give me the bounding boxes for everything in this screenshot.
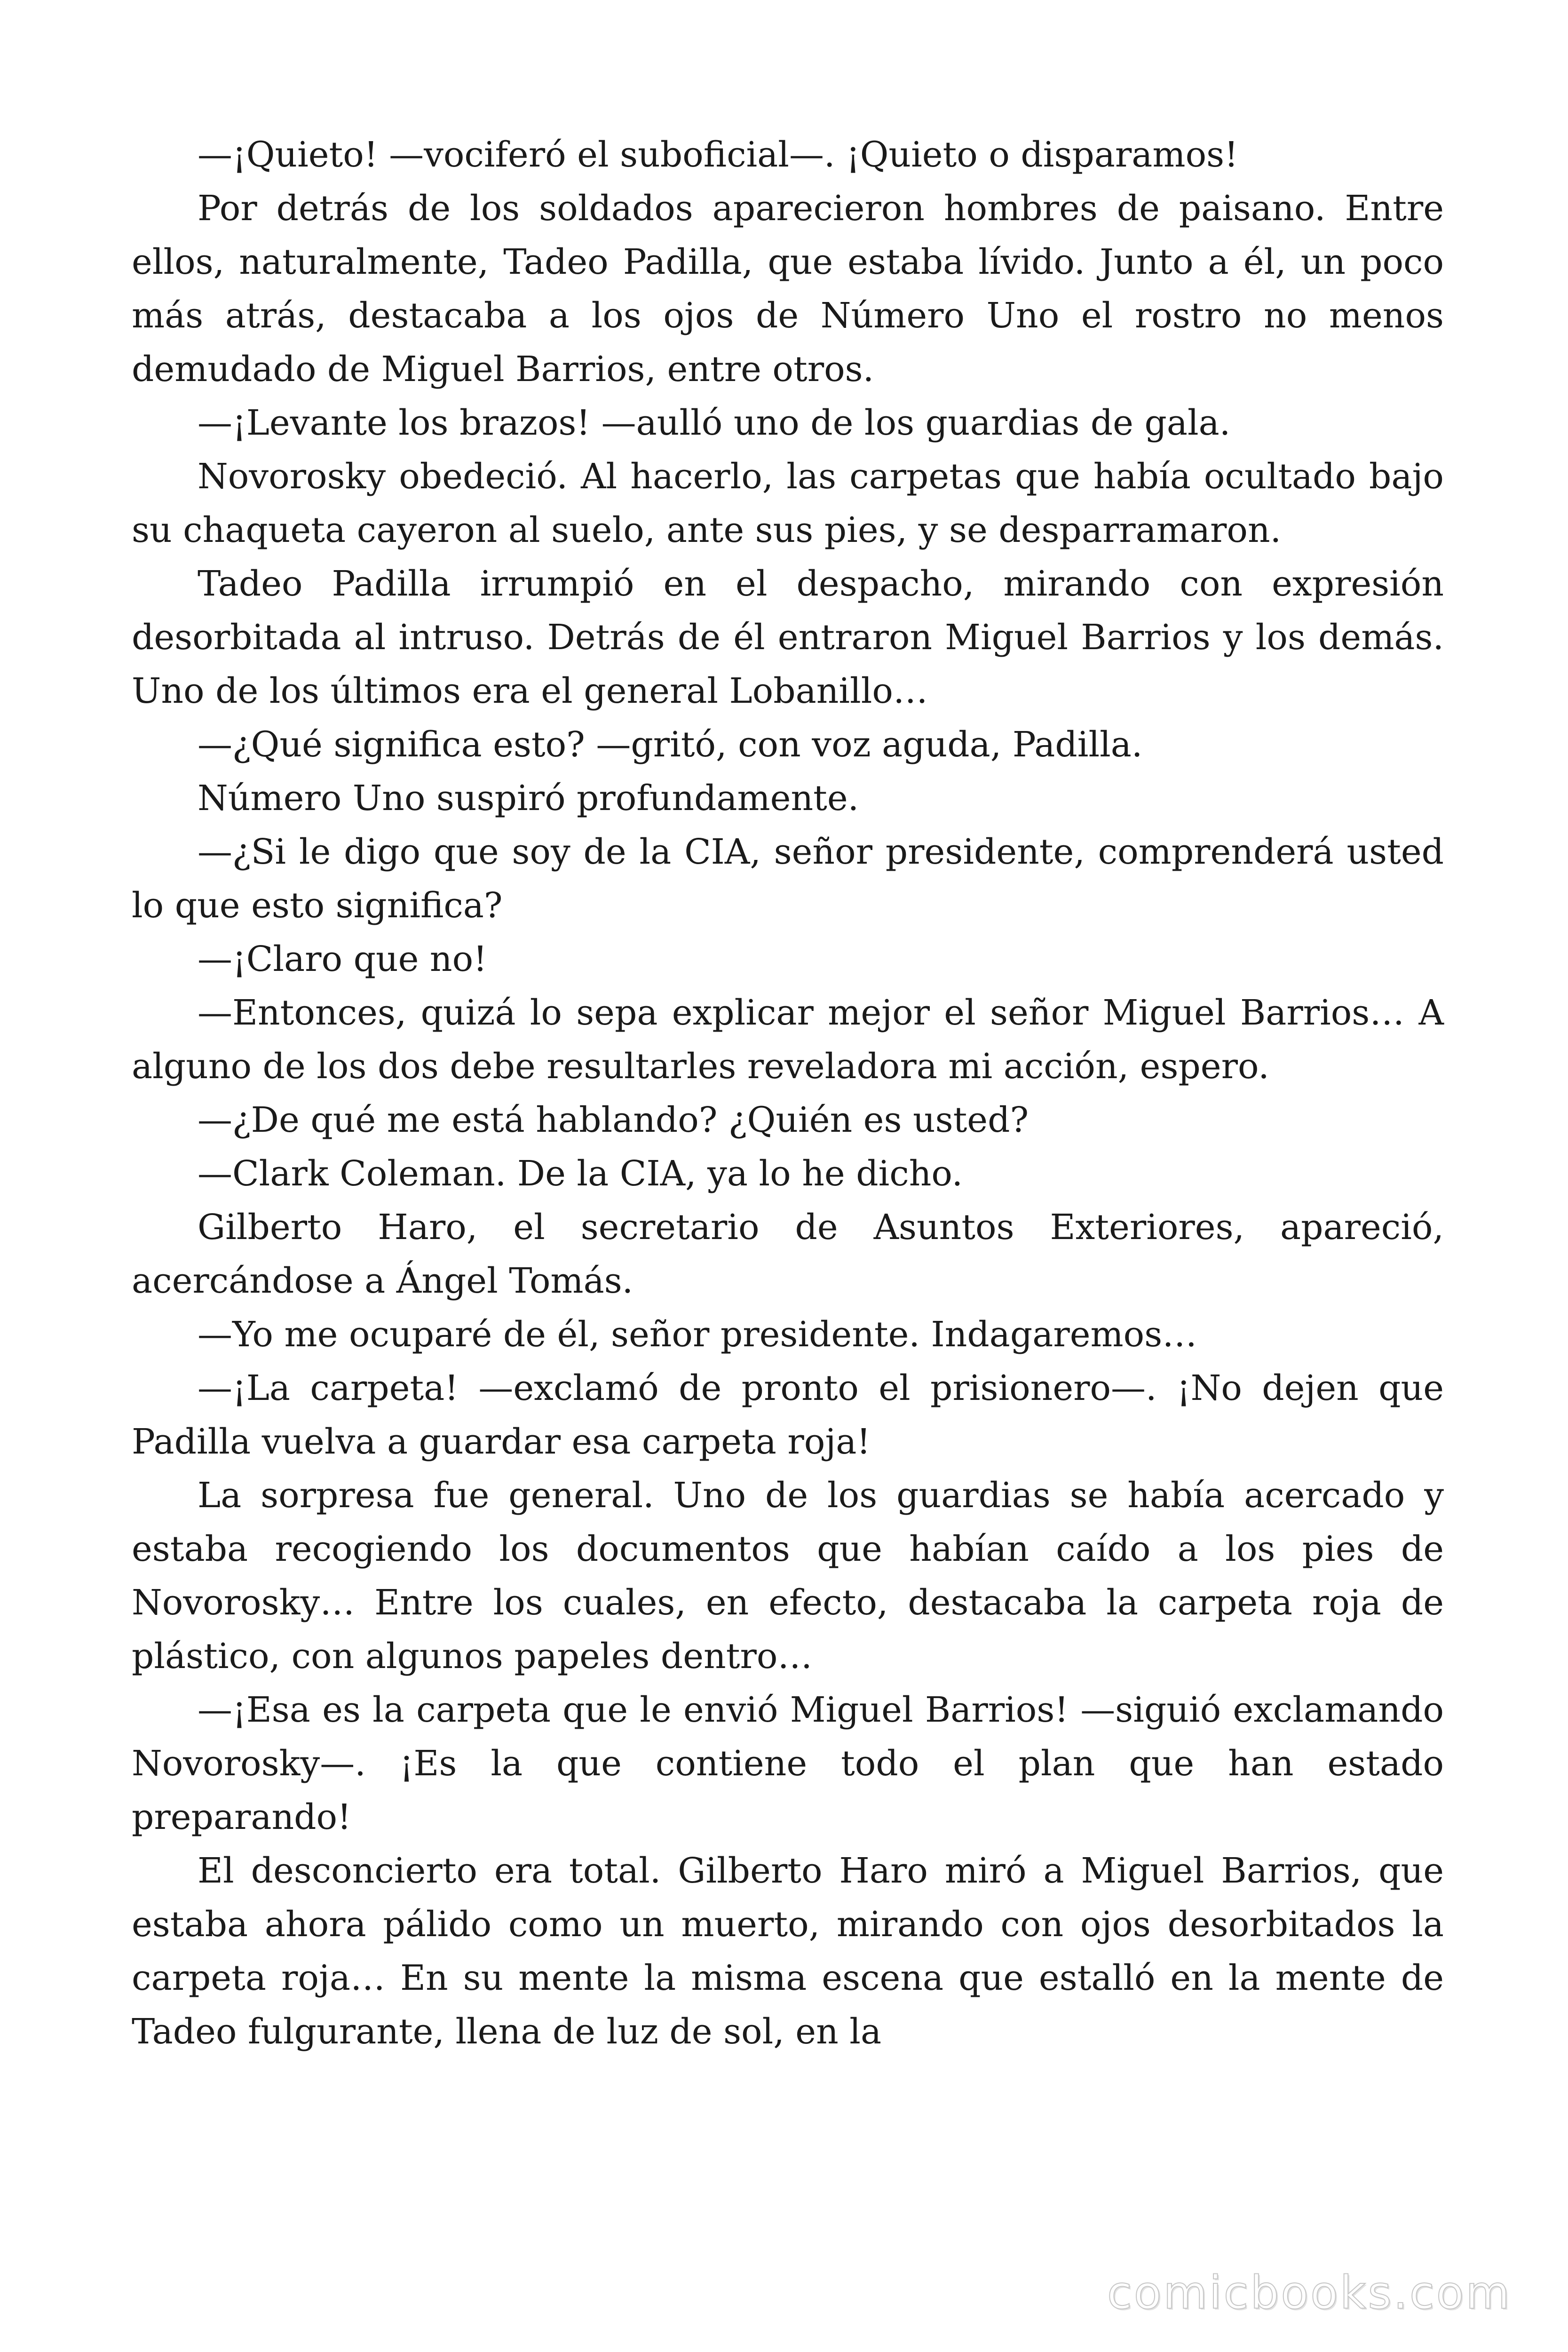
paragraph: —¡La carpeta! —exclamó de pronto el prisionero—. ¡No dejen que Padilla vuelva a guardar esa carpeta roja!: [132, 1368, 1444, 1462]
paragraph: —¡Quieto! —vociferó el suboficial—. ¡Quieto o disparamos!: [198, 135, 1238, 175]
paragraph: —¡Claro que no!: [198, 939, 487, 979]
paragraph: —¿Qué significa esto? —gritó, con voz aguda, Padilla.: [198, 724, 1143, 765]
paragraph: —Yo me ocuparé de él, señor presidente. Indagaremos…: [198, 1314, 1197, 1355]
paragraph: —¡Levante los brazos! —aulló uno de los guardias de gala.: [198, 403, 1231, 443]
paragraph: La sorpresa fue general. Uno de los guardias se había acercado y estaba recogiendo los documentos que habían caído a los pies de Novorosky… Entre los cuales, en efecto, destacaba la carpeta roja de plástico, con algunos papeles dentro…: [132, 1475, 1444, 1677]
paragraph: —¿De qué me está hablando? ¿Quién es usted?: [198, 1100, 1029, 1140]
paragraph: —Clark Coleman. De la CIA, ya lo he dicho.: [198, 1153, 963, 1194]
paragraph: Novorosky obedeció. Al hacerlo, las carpetas que había ocultado bajo su chaqueta cayeron al suelo, ante sus pies, y se desparramaron.: [132, 456, 1444, 550]
paragraph: Número Uno suspiró profundamente.: [198, 778, 859, 818]
paragraph: Gilberto Haro, el secretario de Asuntos Exteriores, apareció, acercándose a Ángel Tomás.: [132, 1207, 1444, 1301]
paragraph: —¿Si le digo que soy de la CIA, señor presidente, comprenderá usted lo que esto significa?: [132, 832, 1444, 926]
paragraph: —¡Esa es la carpeta que le envió Miguel Barrios! —siguió exclamando Novorosky—. ¡Es la que contiene todo el plan que han estado preparando!: [132, 1690, 1444, 1837]
paragraph: —Entonces, quizá lo sepa explicar mejor el señor Miguel Barrios… A alguno de los dos debe resultarles reveladora mi acción, espero.: [132, 993, 1444, 1087]
paragraph: Por detrás de los soldados aparecieron hombres de paisano. Entre ellos, naturalmente, Tadeo Padilla, que estaba lívido. Junto a él, un poco más atrás, destacaba a los ojos de Número Uno el rostro no menos demudado de Miguel Barrios, entre otros.: [132, 188, 1444, 389]
watermark: comicbooks.com: [1107, 2266, 1512, 2319]
paragraph: Tadeo Padilla irrumpió en el despacho, mirando con expresión desorbitada al intruso. Detrás de él entraron Miguel Barrios y los demás. Uno de los últimos era el general Lobanillo…: [132, 564, 1444, 711]
page-body-text: [132, 128, 1444, 2058]
paragraph: El desconcierto era total. Gilberto Haro miró a Miguel Barrios, que estaba ahora pálido como un muerto, mirando con ojos desorbitados la carpeta roja… En su mente la misma escena que estalló en la mente de Tadeo fulgurante, llena de luz de sol, en la: [132, 1851, 1444, 2052]
